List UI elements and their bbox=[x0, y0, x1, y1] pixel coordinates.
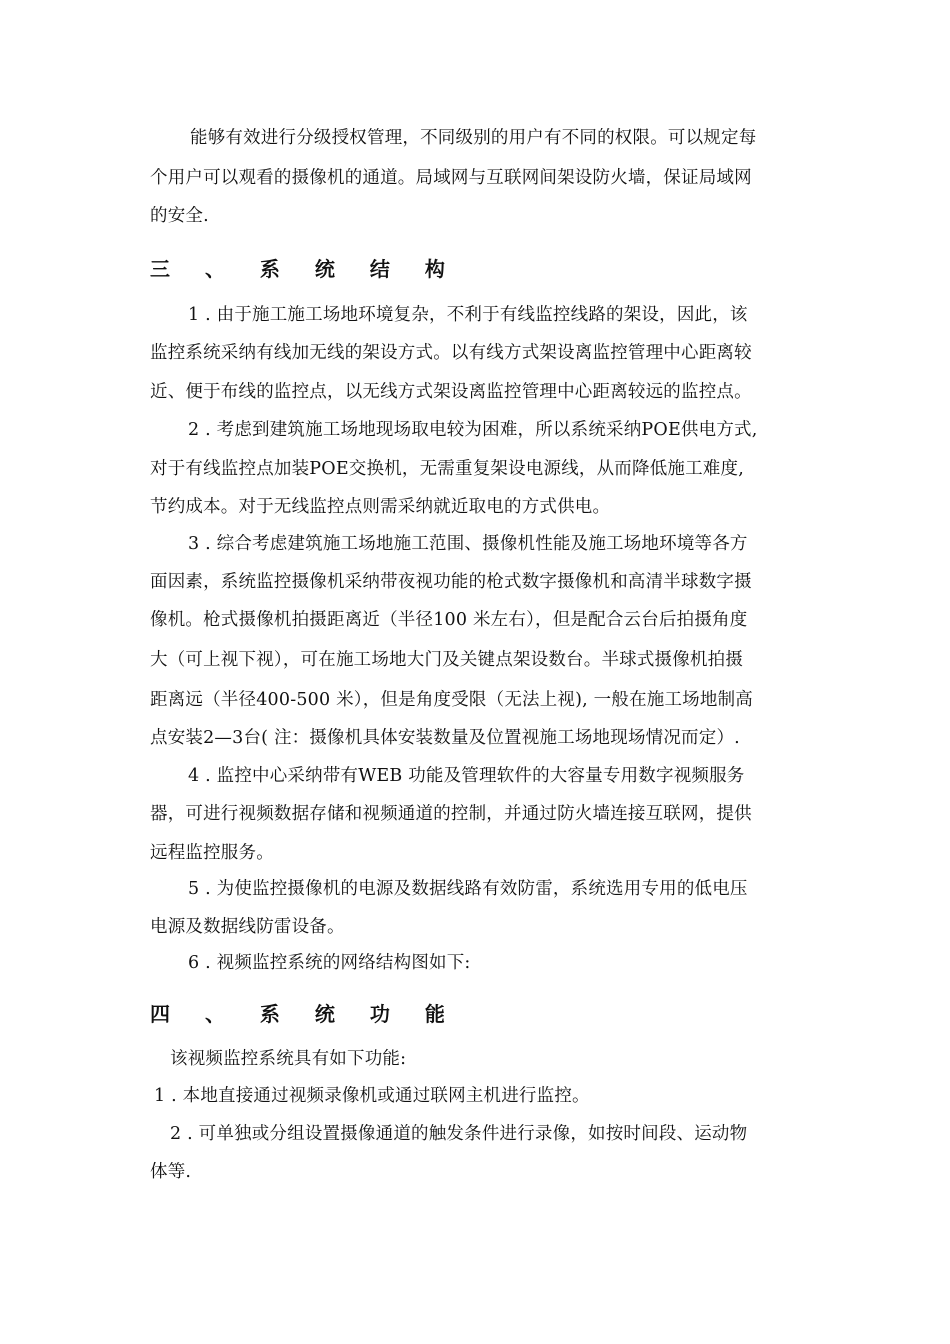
paragraph-line: 该视频监控系统具有如下功能: bbox=[170, 1049, 407, 1069]
section-heading-structure: 三 、 系 统 结 构 bbox=[150, 257, 459, 281]
paragraph-line: 对于有线监控点加装POE交换机，无需重复架设电源线，从而降低施工难度, bbox=[150, 459, 744, 479]
paragraph-line: 4 . 监控中心采纳带有WEB 功能及管理软件的大容量专用数字视频服务 bbox=[188, 766, 745, 786]
paragraph-line: 器，可进行视频数据存储和视频通道的控制，并通过防火墙连接互联网，提供 bbox=[150, 804, 752, 824]
paragraph-line: 体等. bbox=[150, 1162, 192, 1182]
paragraph-line: 1 . 由于施工施工场地环境复杂，不利于有线监控线路的架设，因此，该 bbox=[188, 305, 748, 325]
paragraph-line: 个用户可以观看的摄像机的通道。局域网与互联网间架设防火墙，保证局域网 bbox=[150, 168, 752, 188]
paragraph-line: 节约成本。对于无线监控点则需采纳就近取电的方式供电。 bbox=[150, 497, 611, 517]
paragraph-line: 1 . 本地直接通过视频录像机或通过联网主机进行监控。 bbox=[154, 1086, 590, 1106]
paragraph-line: 近、便于布线的监控点，以无线方式架设离监控管理中心距离较远的监控点。 bbox=[150, 382, 752, 402]
paragraph-line: 点安装2—3台( 注：摄像机具体安装数量及位置视施工场地现场情况而定）. bbox=[150, 728, 740, 748]
paragraph-line: 2 . 考虑到建筑施工场地现场取电较为困难，所以系统采纳POE供电方式, bbox=[188, 420, 758, 440]
paragraph-line: 面因素，系统监控摄像机采纳带夜视功能的枪式数字摄像机和高清半球数字摄 bbox=[150, 572, 752, 592]
paragraph-line: 的安全. bbox=[150, 206, 209, 226]
paragraph-line: 6 . 视频监控系统的网络结构图如下: bbox=[188, 953, 471, 973]
paragraph-line: 监控系统采纳有线加无线的架设方式。以有线方式架设离监控管理中心距离较 bbox=[150, 343, 752, 363]
paragraph-line: 远程监控服务。 bbox=[150, 843, 274, 863]
paragraph-line: 距离远（半径400-500 米），但是角度受限（无法上视), 一般在施工场地制高 bbox=[150, 690, 753, 710]
paragraph-line: 2 . 可单独或分组设置摄像通道的触发条件进行录像，如按时间段、运动物 bbox=[170, 1124, 748, 1144]
paragraph-line: 像机。枪式摄像机拍摄距离近（半径100 米左右），但是配合云台后拍摄角度 bbox=[150, 610, 748, 630]
paragraph-line: 电源及数据线防雷设备。 bbox=[150, 917, 345, 937]
paragraph-line: 5 . 为使监控摄像机的电源及数据线路有效防雷，系统选用专用的低电压 bbox=[188, 879, 748, 899]
section-heading-functions: 四 、 系 统 功 能 bbox=[150, 1002, 459, 1026]
paragraph-line: 大（可上视下视），可在施工场地大门及关键点架设数台。半球式摄像机拍摄 bbox=[150, 650, 744, 670]
paragraph-line: 3 . 综合考虑建筑施工场地施工范围、摄像机性能及施工场地环境等各方 bbox=[188, 534, 748, 554]
paragraph-line: 能够有效进行分级授权管理，不同级别的用户有不同的权限。可以规定每 bbox=[190, 128, 757, 148]
